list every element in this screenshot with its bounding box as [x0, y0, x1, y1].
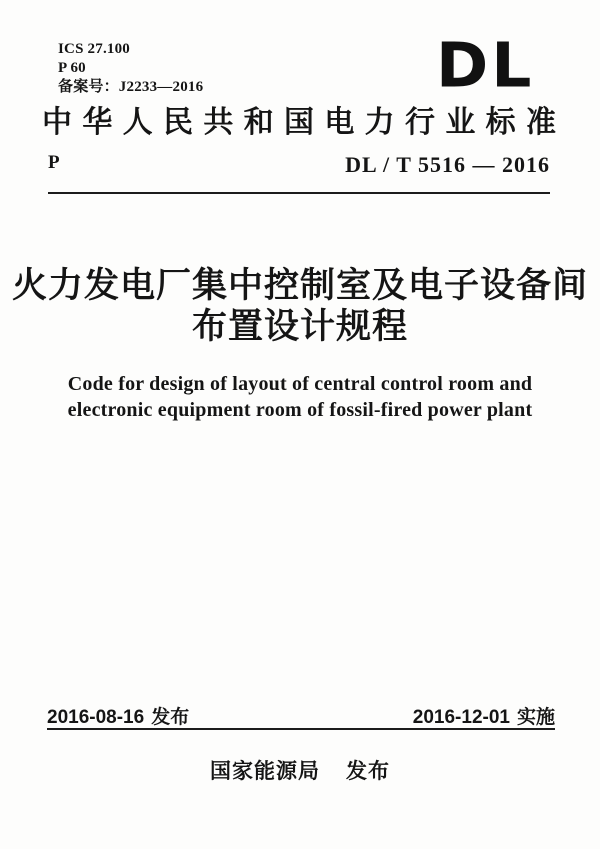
standard-number: DL / T 5516 — 2016	[345, 152, 550, 177]
title-english-line1: Code for design of layout of central control room and	[67, 373, 533, 395]
issue-date-group	[47, 702, 189, 729]
title-chinese	[0, 266, 600, 348]
record-number: 备案号：J2233—2016	[58, 79, 204, 95]
publisher-line	[0, 755, 600, 785]
metadata-block	[58, 40, 203, 97]
bottom-divider-rule	[47, 728, 555, 730]
publisher-action: 发布	[346, 759, 390, 783]
title-chinese-line1: 火力发电厂集中控制室及电子设备间	[11, 266, 588, 306]
implement-date-group	[413, 702, 555, 729]
title-english	[0, 371, 600, 423]
dl-logo: DL	[436, 29, 535, 102]
doc-class-letter: P	[48, 152, 60, 173]
implement-label: 实施	[516, 707, 555, 728]
implement-date: 2016-12-01	[412, 707, 510, 728]
china-class-code: P 60	[58, 60, 86, 76]
title-chinese-line2: 布置设计规程	[191, 307, 408, 347]
code-row	[48, 152, 550, 178]
dates-row	[47, 702, 555, 729]
ics-code: ICS 27.100	[58, 41, 131, 57]
title-english-line2: electronic equipment room of fossil-fired power plant	[67, 399, 533, 421]
issue-date: 2016-08-16	[47, 707, 145, 728]
issue-label: 发布	[151, 707, 190, 728]
publisher-name: 国家能源局	[210, 759, 320, 783]
top-divider-rule	[48, 192, 550, 194]
standard-series-name: 中华人民共和国电力行业标准	[42, 106, 556, 139]
